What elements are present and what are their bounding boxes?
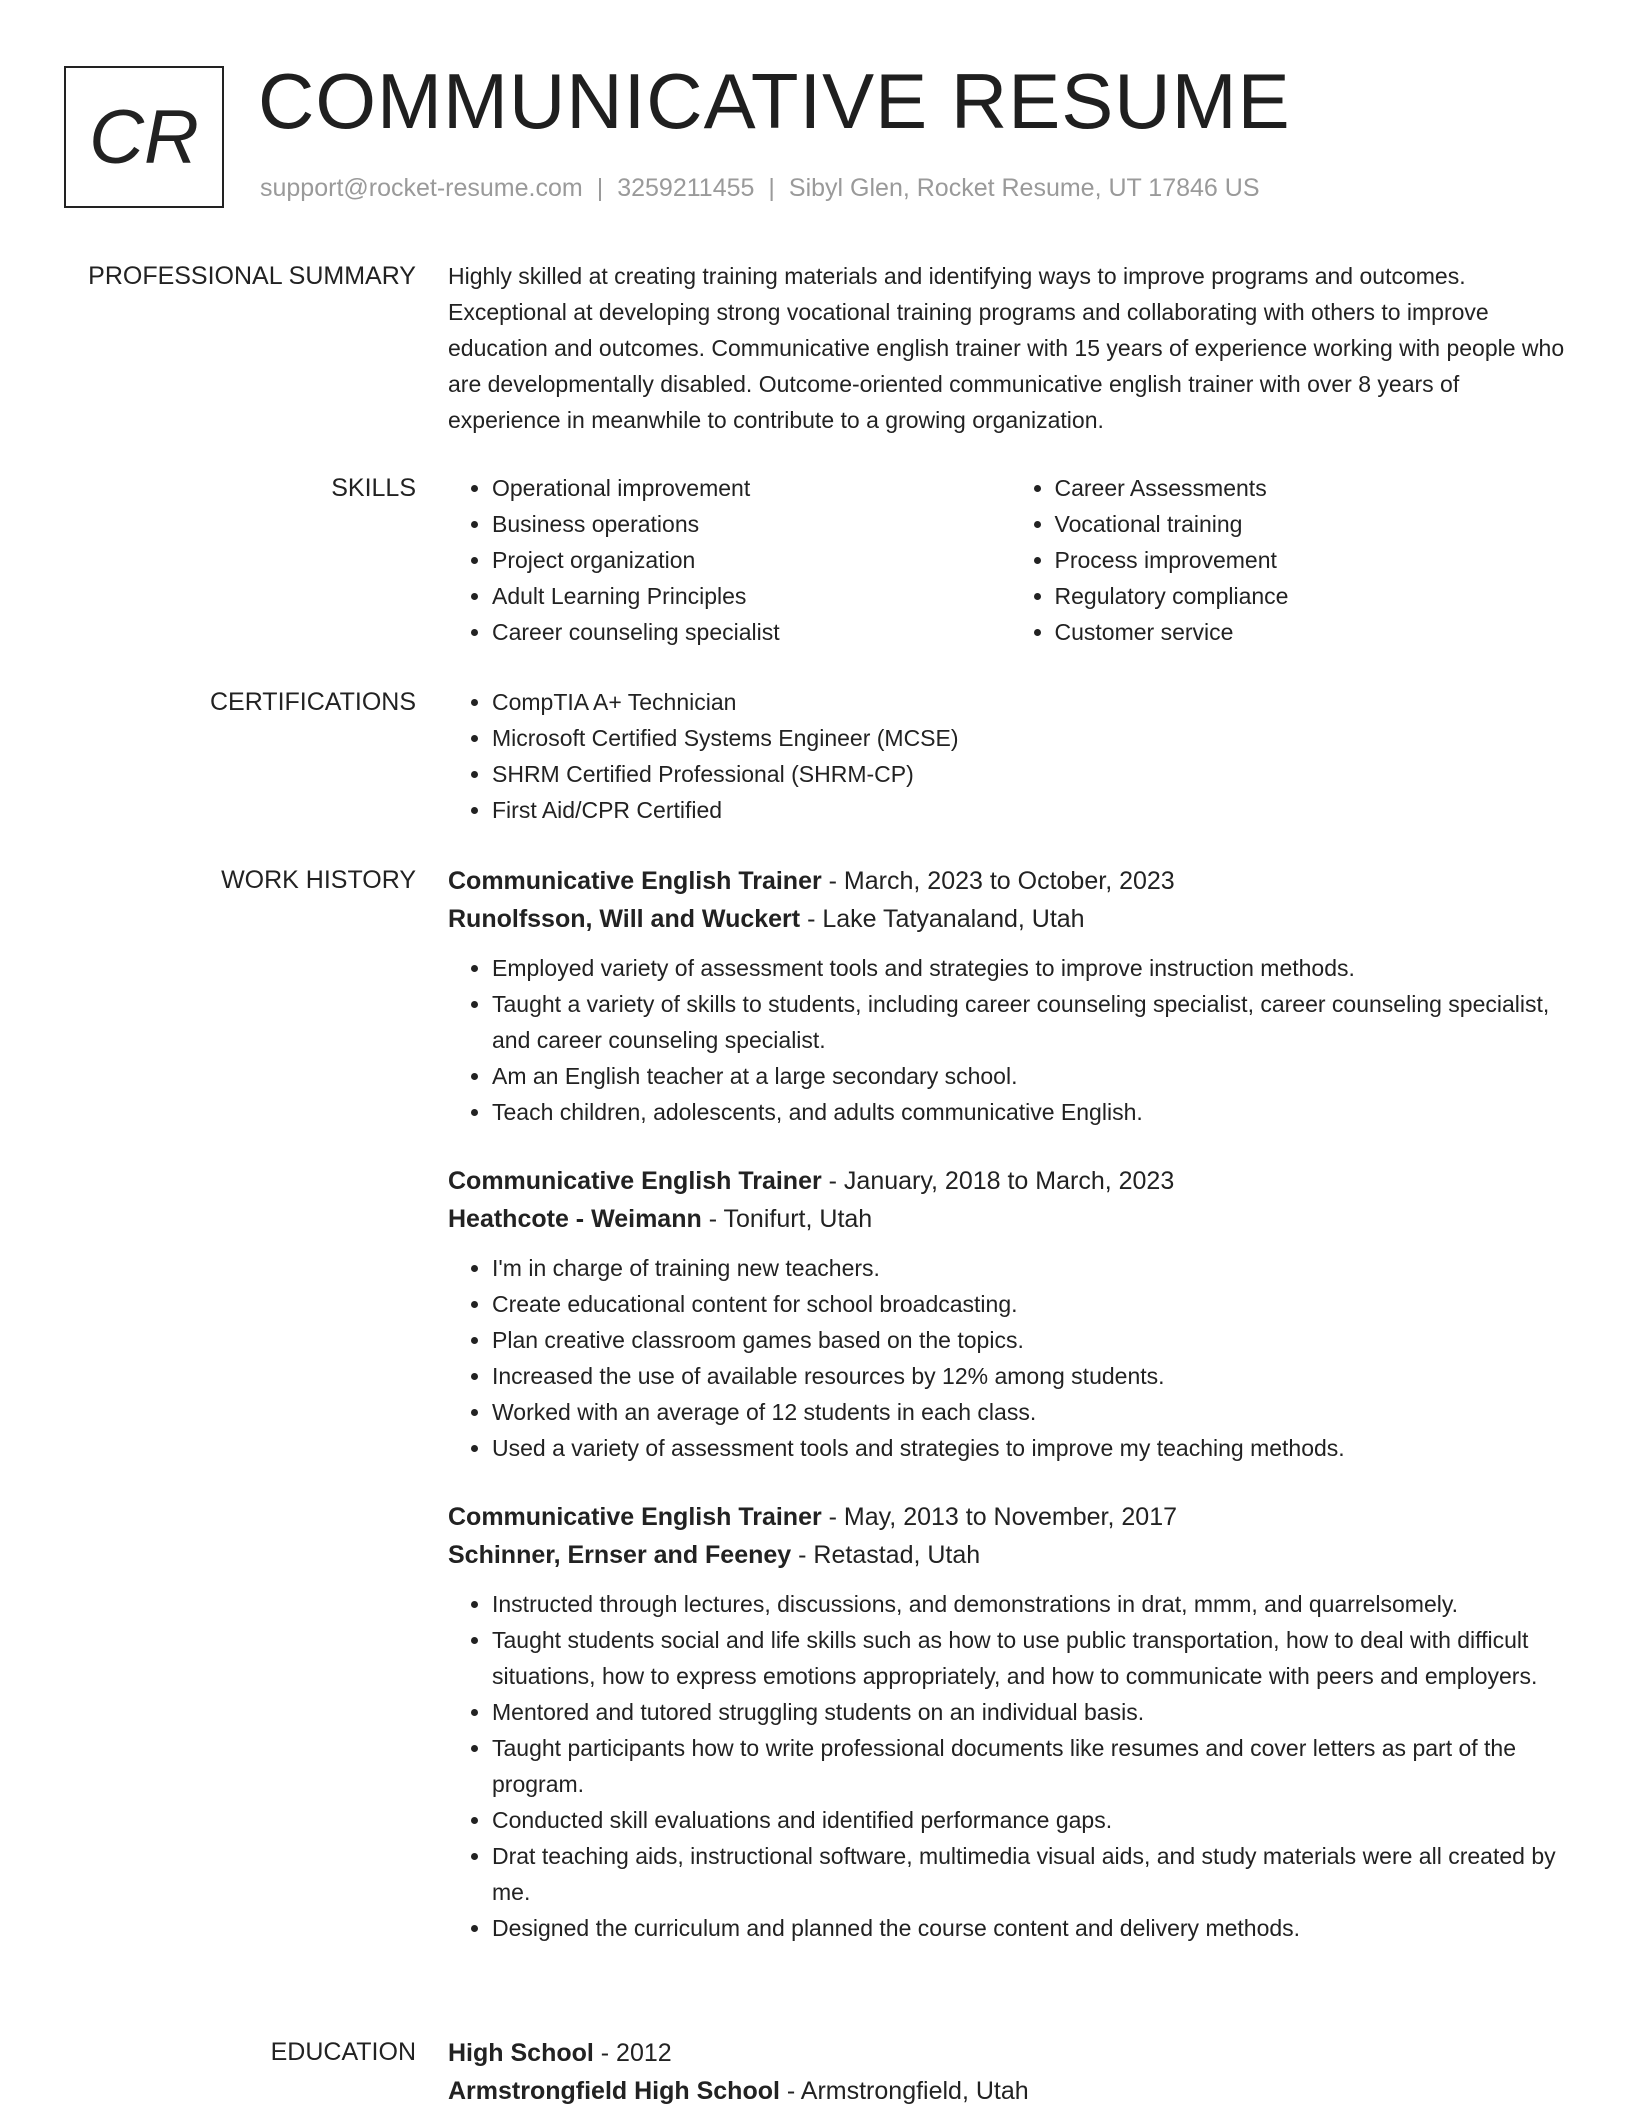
job-bullet: • Used a variety of assessment tools and strategies to improve my teaching methods. [492, 1430, 1573, 1466]
job-dates: - January, 2018 to March, 2023 [821, 1167, 1175, 1195]
job-bullet: • Taught students social and life skills such as how to use public transportation, how to deal with difficult situations, how to express emotions appropriately, and how to communicate with peers and employers. [492, 1622, 1573, 1694]
education-school: Armstrongfield High School [448, 2077, 780, 2105]
skills-list-left [448, 470, 1011, 650]
job-entry [448, 1498, 1573, 1946]
summary-text: Highly skilled at creating training materials and identifying ways to improve programs and outcomes. Exceptional at developing strong vocational training programs and collaborating with others to improve education and outcomes. Communicative english trainer with 15 years of experience working with people who are developmentally disabled. Outcome-oriented communicative english trainer with over 8 years of experience in meanwhile to contribute to a growing organization. [448, 263, 1565, 433]
job-title: Communicative English Trainer [448, 867, 822, 895]
section-label-skills: SKILLS [331, 474, 416, 502]
job-dates: - March, 2023 to October, 2023 [821, 867, 1175, 895]
contact-separator: | [768, 174, 775, 202]
skills-list-right [1011, 470, 1574, 650]
contact-separator: | [596, 174, 604, 202]
job-bullet: • Teach children, adolescents, and adults communicative English. [492, 1094, 1573, 1130]
job-bullet: • Increased the use of available resources by 12% among students. [492, 1358, 1573, 1394]
job-dates: - May, 2013 to November, 2017 [821, 1503, 1178, 1531]
skill-item: • Career counseling specialist [492, 614, 1011, 650]
certifications-list [448, 684, 1573, 828]
job-bullets [448, 1586, 1573, 1946]
job-bullet: • Drat teaching aids, instructional software, multimedia visual aids, and study materials were all created by me. [492, 1838, 1573, 1910]
job-bullet: • Designed the curriculum and planned the course content and delivery methods. [492, 1910, 1573, 1946]
job-bullet: • Am an English teacher at a large secondary school. [492, 1058, 1573, 1094]
skill-item: • Business operations [492, 506, 1011, 542]
skill-item: • Operational improvement [492, 470, 1011, 506]
certification-item: • SHRM Certified Professional (SHRM-CP) [492, 756, 1573, 792]
monogram-initials: CR [89, 94, 199, 180]
job-title-line [448, 1162, 1573, 1200]
education-location: - Armstrongfield, Utah [779, 2077, 1029, 2105]
skill-item: • Project organization [492, 542, 1011, 578]
job-location: - Tonifurt, Utah [701, 1205, 873, 1233]
job-title-line [448, 862, 1573, 900]
monogram-box [64, 66, 224, 208]
job-bullet: • Employed variety of assessment tools and strategies to improve instruction methods. [492, 950, 1573, 986]
section-label-summary: PROFESSIONAL SUMMARY [88, 262, 416, 290]
job-entry [448, 1162, 1573, 1466]
job-bullet: • Conducted skill evaluations and identified performance gaps. [492, 1802, 1573, 1838]
skill-item: • Process improvement [1055, 542, 1574, 578]
certification-item: • Microsoft Certified Systems Engineer (MCSE) [492, 720, 1573, 756]
education-content [448, 2034, 1573, 2110]
job-company-line [448, 1200, 1573, 1238]
education-year: - 2012 [593, 2039, 672, 2067]
education-degree: High School [448, 2039, 594, 2067]
job-company: Heathcote - Weimann [448, 1205, 702, 1233]
contact-line [260, 174, 1260, 203]
skills-grid [448, 470, 1573, 650]
resume-name: COMMUNICATIVE RESUME [258, 57, 1291, 145]
section-label-certifications: CERTIFICATIONS [209, 688, 416, 716]
certification-item: • First Aid/CPR Certified [492, 792, 1573, 828]
job-bullet: • Plan creative classroom games based on the topics. [492, 1322, 1573, 1358]
job-company: Runolfsson, Will and Wuckert [448, 905, 801, 933]
job-title: Communicative English Trainer [448, 1167, 822, 1195]
section-label-education: EDUCATION [270, 2038, 416, 2066]
job-bullet: • Create educational content for school broadcasting. [492, 1286, 1573, 1322]
job-bullet: • Taught participants how to write professional documents like resumes and cover letters as part of the program. [492, 1730, 1573, 1802]
summary-content [448, 258, 1573, 438]
job-location: - Lake Tatyanaland, Utah [800, 905, 1085, 933]
skill-item: • Career Assessments [1055, 470, 1574, 506]
job-location: - Retastad, Utah [791, 1541, 981, 1569]
job-bullets [448, 1250, 1573, 1466]
job-bullet: • Instructed through lectures, discussions, and demonstrations in drat, mmm, and quarrelsomely. [492, 1586, 1573, 1622]
skill-item: • Adult Learning Principles [492, 578, 1011, 614]
job-company: Schinner, Ernser and Feeney [448, 1541, 792, 1569]
certification-item: • CompTIA A+ Technician [492, 684, 1573, 720]
skill-item: • Vocational training [1055, 506, 1574, 542]
job-entry [448, 862, 1573, 1130]
skill-item: • Regulatory compliance [1055, 578, 1574, 614]
job-title-line [448, 1498, 1573, 1536]
skill-item: • Customer service [1055, 614, 1574, 650]
job-bullet: • Worked with an average of 12 students in each class. [492, 1394, 1573, 1430]
job-bullet: • Mentored and tutored struggling students on an individual basis. [492, 1694, 1573, 1730]
education-degree-line [448, 2034, 1573, 2072]
job-title: Communicative English Trainer [448, 1503, 822, 1531]
contact-phone[interactable]: 3259211455 [617, 174, 755, 202]
section-label-work-history: WORK HISTORY [221, 866, 416, 894]
job-company-line [448, 1536, 1573, 1574]
contact-address: Sibyl Glen, Rocket Resume, UT 17846 US [788, 174, 1260, 202]
job-bullets [448, 950, 1573, 1130]
work-history-content [448, 862, 1573, 1946]
contact-email[interactable]: support@rocket-resume.com [260, 174, 583, 202]
education-school-line [448, 2072, 1573, 2110]
job-bullet: • Taught a variety of skills to students, including career counseling specialist, career counseling specialist, and career counseling specialist. [492, 986, 1573, 1058]
job-bullet: • I'm in charge of training new teachers. [492, 1250, 1573, 1286]
certifications-content [448, 684, 1573, 828]
job-company-line [448, 900, 1573, 938]
